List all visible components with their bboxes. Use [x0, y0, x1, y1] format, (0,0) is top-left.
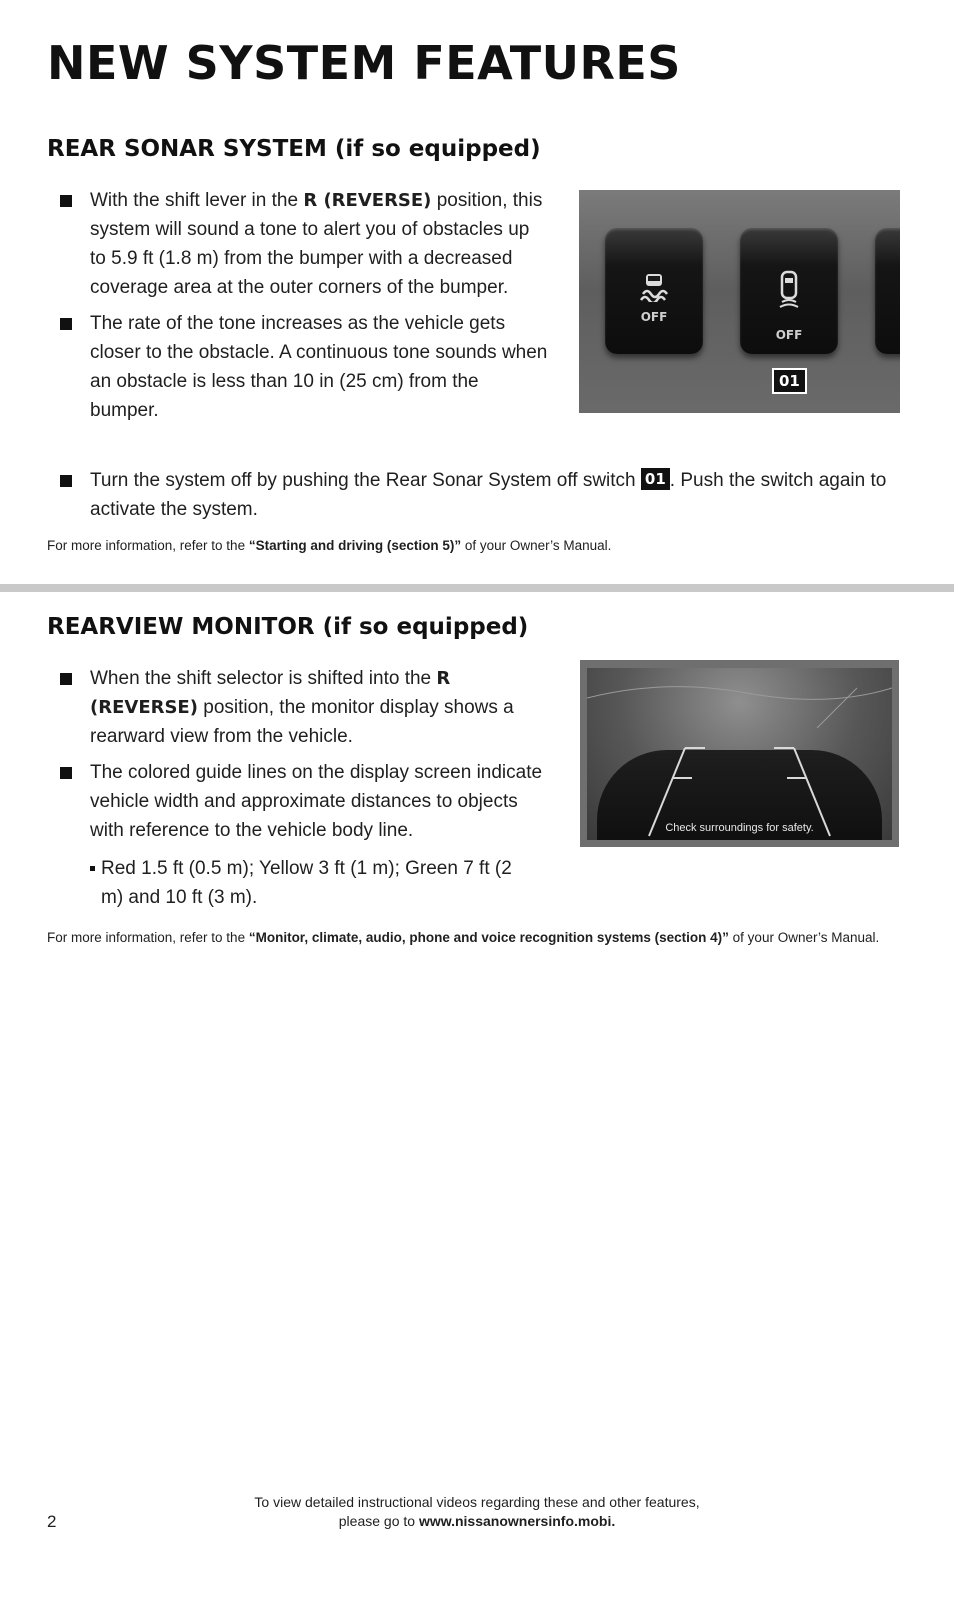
reverse-label: R (REVERSE)	[90, 668, 451, 718]
guide-line-distances: Red 1.5 ft (0.5 m); Yellow 3 ft (1 m); Green 7 ft (2 m) and 10 ft (3 m).	[88, 854, 528, 912]
monitor-section-title: REARVIEW MONITOR (if so equipped)	[47, 614, 529, 640]
sonar-bullet-list	[60, 186, 550, 432]
page-title: NEW SYSTEM FEATURES	[47, 36, 681, 90]
monitor-bullet-list	[60, 664, 550, 852]
monitor-safety-caption: Check surroundings for safety.	[665, 822, 814, 834]
sonar-section-title: REAR SONAR SYSTEM (if so equipped)	[47, 136, 541, 162]
monitor-bullet-1: When the shift selector is shifted into the R (REVERSE) position, the monitor display shows a rearward view from the vehicle.	[60, 664, 550, 751]
monitor-reference-note: For more information, refer to the “Monitor, climate, audio, phone and voice recognition systems (section 4)” of your Owner’s Manual.	[47, 930, 880, 945]
vdc-skid-icon	[605, 272, 703, 307]
sub-bullet-dot-icon	[90, 866, 95, 871]
switch-callout-badge: 01	[641, 468, 670, 490]
sonar-bullet-1: With the shift lever in the R (REVERSE) position, this system will sound a tone to alert you of obstacles up to 5.9 ft (1.8 m) from the bumper with a decreased coverage area at the outer corners of the bumper.	[60, 186, 550, 302]
bullet-square-icon	[60, 767, 72, 779]
sonar-off-label: OFF	[775, 328, 803, 342]
rearview-monitor-photo	[580, 660, 899, 847]
partial-switch	[875, 228, 900, 354]
bullet-square-icon	[60, 673, 72, 685]
sonar-reference-note: For more information, refer to the “Starting and driving (section 5)” of your Owner’s Manual.	[47, 538, 612, 553]
website-link[interactable]: www.nissanownersinfo.mobi.	[418, 1513, 616, 1529]
sonar-switch-photo	[579, 190, 900, 413]
page-number: 2	[47, 1512, 57, 1531]
sonar-car-icon	[740, 270, 838, 315]
reverse-label: R (REVERSE)	[303, 190, 432, 211]
photo-callout-badge: 01	[772, 368, 807, 394]
sonar-bullet-2: The rate of the tone increases as the vehicle gets closer to the obstacle. A continuous tone sounds when an obstacle is less than 10 in (25 cm) from the bumper.	[60, 309, 550, 425]
monitor-bullet-2: The colored guide lines on the display screen indicate vehicle width and approximate distances to objects with reference to the vehicle body line.	[60, 758, 550, 845]
vdc-off-label: OFF	[640, 310, 668, 324]
monitor-screen	[587, 668, 892, 840]
section-divider	[0, 584, 954, 592]
vdc-off-switch	[605, 228, 703, 354]
bullet-square-icon	[60, 475, 72, 487]
footer-note: To view detailed instructional videos regarding these and other features, please go to www.nissanownersinfo.mobi.	[254, 1494, 700, 1529]
sonar-bullet-list-wide	[60, 466, 910, 531]
sonar-bullet-3: Turn the system off by pushing the Rear Sonar System off switch 01 . Push the switch again to activate the system.	[60, 466, 910, 524]
sonar-off-switch	[740, 228, 838, 354]
bullet-square-icon	[60, 318, 72, 330]
bullet-square-icon	[60, 195, 72, 207]
guide-lines-graphic	[587, 668, 892, 840]
